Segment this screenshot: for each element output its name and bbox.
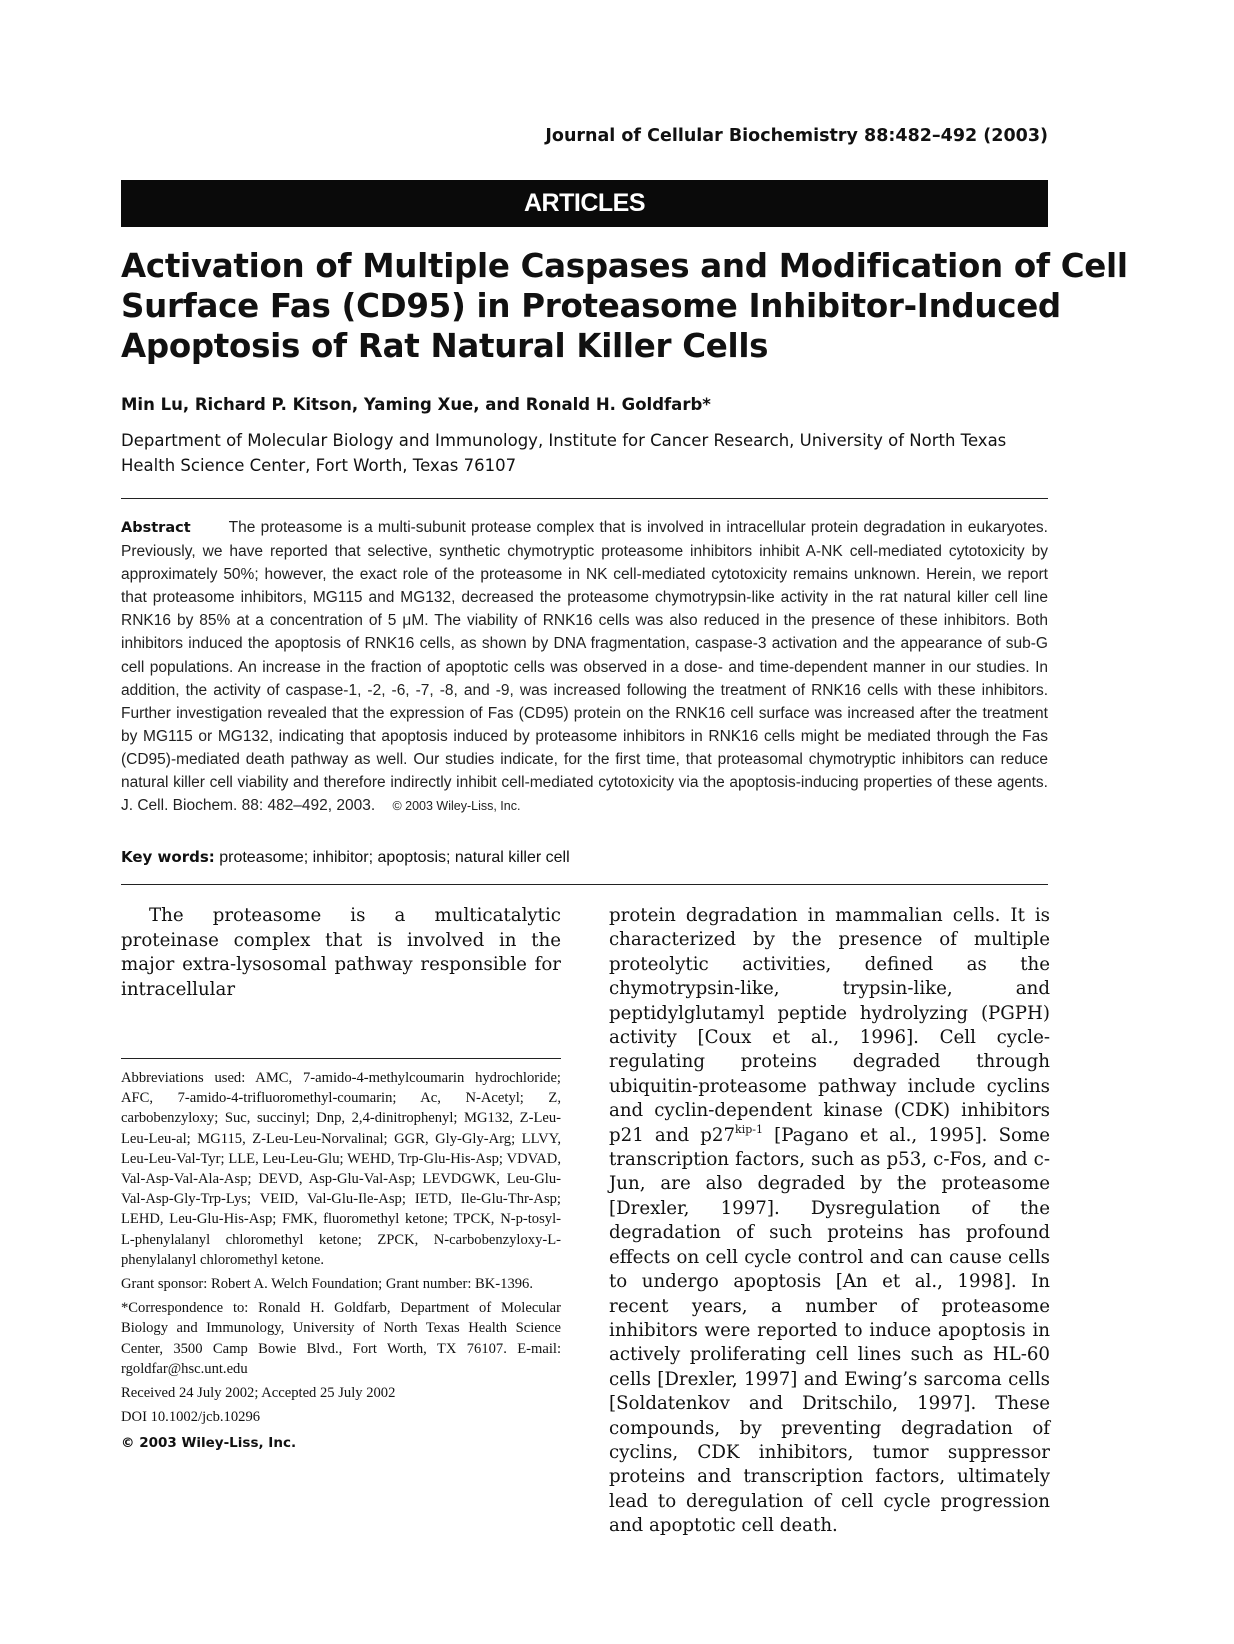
abstract-top-rule xyxy=(121,498,1048,499)
keywords-text: proteasome; inhibitor; apoptosis; natural killer cell xyxy=(219,849,570,866)
title-line: Apoptosis of Rat Natural Killer Cells xyxy=(121,327,769,365)
affiliation-line: Health Science Center, Fort Worth, Texas 76107 xyxy=(121,456,517,475)
footnotes xyxy=(121,1068,561,1458)
section-banner: ARTICLES xyxy=(121,180,1048,227)
body-top-rule xyxy=(121,884,1048,885)
superscript: kip-1 xyxy=(735,1122,763,1136)
abbreviations-footnote: Abbreviations used: AMC, 7-amido-4-methylcoumarin hydrochloride; AFC, 7-amido-4-trifluoromethyl-coumarin; Ac, N-Acetyl; Z, carbobenzyloxy; Suc, succinyl; Dnp, 2,4-dinitrophenyl; MG132, Z-Leu-Leu-Leu-al; MG115, Z-Leu-Leu-Norvalinal; GGR, Gly-Gly-Arg; LLVY, Leu-Leu-Val-Tyr; LLE, Leu-Leu-Glu; WEHD, Trp-Glu-His-Asp; VDVAD, Val-Asp-Val-Ala-Asp; DEVD, Asp-Glu-Val-Asp; LEVDGWK, Leu-Glu-Val-Asp-Gly-Trp-Lys; VEID, Val-Glu-Ile-Asp; IETD, Ile-Glu-Thr-Asp; LEHD, Leu-Glu-His-Asp; FMK, fluoromethyl ketone; TPCK, N-p-tosyl-L-phenylalanyl chloromethyl ketone; ZPCK, N-carbobenzyloxy-L-phenylalanyl chloromethyl ketone. xyxy=(121,1070,561,1268)
title-line: Activation of Multiple Caspases and Modification of Cell xyxy=(121,247,1128,285)
grant-footnote: Grant sponsor: Robert A. Welch Foundation; Grant number: BK-1396. xyxy=(121,1276,533,1293)
footnote-copyright: © 2003 Wiley-Liss, Inc. xyxy=(121,1435,297,1452)
abstract-text: The proteasome is a multi-subunit protease complex that is involved in intracellular protein degradation in eukaryotes. Previously, we have reported that selective, synthetic chymotryptic proteasome inhibitors inhibit A-NK cell-mediated cytotoxicity by approximately 50%; however, the exact role of the proteasome in NK cell-mediated cytotoxicity remains unknown. Herein, we report that proteasome inhibitors, MG115 and MG132, decreased the proteasome chymotrypsin-like activity in the rat natural killer cell line RNK16 by 85% at a concentration of 5 μM. The viability of RNK16 cells was also reduced in the presence of these inhibitors. Both inhibitors induced the apoptosis of RNK16 cells, as shown by DNA fragmentation, caspase-3 activation and the appearance of sub-G cell populations. An increase in the fraction of apoptotic cells was observed in a dose- and time-dependent manner in our studies. In addition, the activity of caspase-1, -2, -6, -7, -8, and -9, was increased following the treatment of RNK16 cells with these inhibitors. Further investigation revealed that the expression of Fas (CD95) protein on the RNK16 cell surface was increased after the treatment by MG115 or MG132, indicating that apoptosis induced by proteasome inhibitors in RNK16 cells might be mediated through the Fas (CD95)-mediated death pathway as well. Our studies indicate, for the first time, that proteasomal chymotryptic inhibitors can reduce natural killer cell viability and therefore indirectly inhibit cell-mediated cytotoxicity via the apoptosis-inducing properties of these agents. xyxy=(121,519,1048,792)
body-right-column xyxy=(609,904,1050,1539)
correspondence-footnote: *Correspondence to: Ronald H. Goldfarb, Department of Molecular Biology and Immunology, University of North Texas Health Science Center, 3500 Camp Bowie Blvd., Fort Worth, TX 76107. E-mail: rgoldfar@hsc.unt.edu xyxy=(121,1300,561,1377)
keywords xyxy=(121,848,570,867)
title-line: Surface Fas (CD95) in Proteasome Inhibitor-Induced xyxy=(121,287,1061,325)
article-title xyxy=(121,246,1128,366)
body-text-part: protein degradation in mammalian cells. It is characterized by the presence of multiple proteolytic activities, defined as the chymotrypsin-like, trypsin-like, and peptidylglutamyl peptide hydrolyzing (PGPH) activity [Coux et al., 1996]. Cell cycle-regulating proteins degraded through ubiquitin-proteasome pathway include cyclins and cyclin-dependent kinase (CDK) inhibitors p21 and p27 xyxy=(609,905,1050,1146)
abstract xyxy=(121,516,1048,818)
journal-citation-header: Journal of Cellular Biochemistry 88:482–492 (2003) xyxy=(545,126,1048,146)
body-text-part: [Pagano et al., 1995]. Some transcription factors, such as p53, c-Fos, and c-Jun, are also degraded by the proteasome [Drexler, 1997]. Dysregulation of the degradation of such proteins has profound effects on cell cycle control and can cause cells to undergo apoptosis [An et al., 1998]. In recent years, a number of proteasome inhibitors were reported to induce apoptosis in actively proliferating cell lines such as HL-60 cells [Drexler, 1997] and Ewing’s sarcoma cells [Soldatenkov and Dritschilo, 1997]. These compounds, by preventing degradation of cyclins, CDK inhibitors, tumor suppressor proteins and transcription factors, ultimately lead to deregulation of cell cycle progression and apoptotic cell death. xyxy=(609,1124,1050,1537)
abstract-copyright: © 2003 Wiley-Liss, Inc. xyxy=(392,799,521,814)
doi: DOI 10.1002/jcb.10296 xyxy=(121,1409,261,1426)
author-list: Min Lu, Richard P. Kitson, Yaming Xue, and Ronald H. Goldfarb* xyxy=(121,395,711,414)
abstract-citation: J. Cell. Biochem. 88: 482–492, 2003. xyxy=(121,797,376,815)
intro-paragraph: The proteasome is a multicatalytic proteinase complex that is involved in the major extra-lysosomal pathway responsible for intracellular xyxy=(121,905,561,1000)
abstract-label: Abstract xyxy=(121,520,191,536)
received-date: Received 24 July 2002; Accepted 25 July 2002 xyxy=(121,1385,396,1402)
affiliation xyxy=(121,428,1056,478)
body-left-column xyxy=(121,904,561,1002)
footnote-rule xyxy=(121,1058,561,1059)
keywords-label: Key words: xyxy=(121,848,215,866)
affiliation-line: Department of Molecular Biology and Immunology, Institute for Cancer Research, University of North Texas xyxy=(121,431,1007,450)
